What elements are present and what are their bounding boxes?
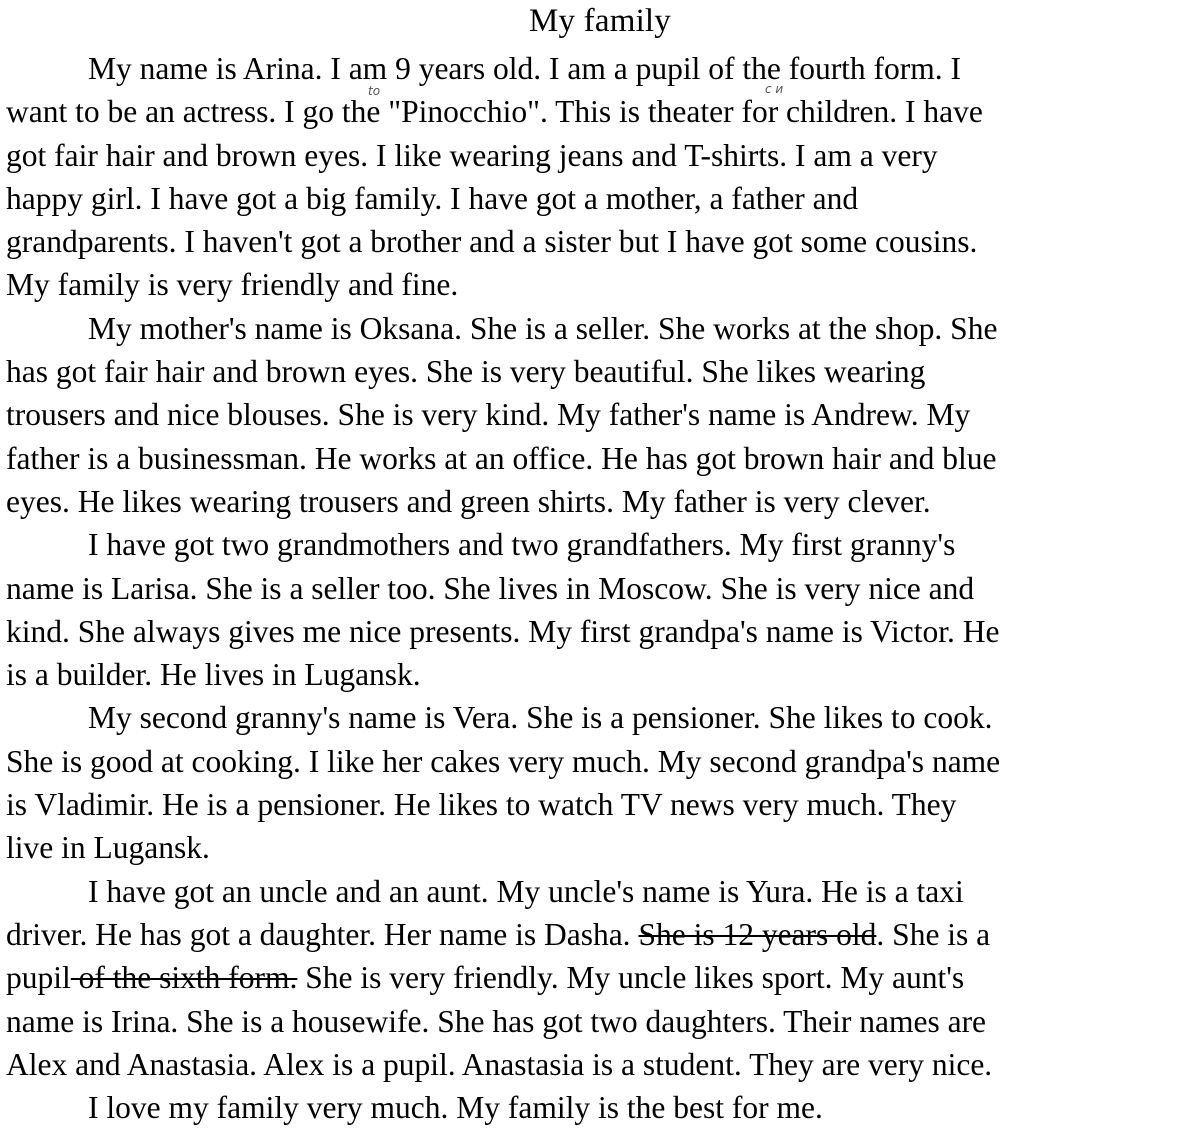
text-line: My mother's name is Oksana. She is a seller. She works at the shop. She [88,310,998,346]
paragraph-intro [6,47,1194,307]
text-line: eyes. He likes wearing trousers and green shirts. My father is very clever. [6,483,931,519]
text-segment: driver. He has got a daughter. Her name is Dasha. [6,916,639,952]
text-line: My second granny's name is Vera. She is a pensioner. She likes to cook. [88,700,993,736]
handwritten-note-theater: c и [765,82,784,96]
text-line: is Vladimir. He is a pensioner. He likes to watch TV news very much. They [6,787,957,823]
text-line: live in Lugansk. [6,830,210,866]
document-body [6,47,1194,1129]
paragraph-second-grandparents [6,696,1194,869]
text-segment: . She is a [876,916,991,952]
text-line: name is Irina. She is a housewife. She has got two daughters. Their names are [6,1003,987,1039]
text-line: want to be an actress. I go the "Pinocchio". This is theater for children. I have [6,94,983,130]
text-segment: pupil [6,960,71,996]
struck-text: She is 12 years old [638,916,877,952]
text-line: kind. She always gives me nice presents. My first grandpa's name is Victor. He [6,613,1000,649]
struck-text: of the sixth form. [70,960,298,996]
text-segment: She is very friendly. My uncle likes sport. My aunt's [297,960,965,996]
paragraph-uncle-aunt [6,870,1194,1086]
text-line: Alex and Anastasia. Alex is a pupil. Anastasia is a student. They are very nice. [6,1046,993,1082]
text-line: She is good at cooking. I like her cakes very much. My second grandpa's name [6,743,1001,779]
text-line: My name is Arina. I am 9 years old. I am a pupil of the fourth form. I [88,51,962,86]
handwritten-insert-to: to [368,84,381,98]
text-line: I love my family very much. My family is the best for me. [88,1090,823,1126]
text-line: trousers and nice blouses. She is very kind. My father's name is Andrew. My [6,397,971,433]
text-line-with-strike [6,913,1194,956]
text-line: I have got two grandmothers and two grandfathers. My first granny's [88,527,956,563]
text-line: name is Larisa. She is a seller too. She lives in Moscow. She is very nice and [6,570,975,606]
paragraph-closing [6,1086,1194,1129]
text-line: father is a businessman. He works at an office. He has got brown hair and blue [6,440,997,476]
paragraph-parents [6,307,1194,523]
text-line: I have got an uncle and an aunt. My uncle's name is Yura. He is a taxi [88,873,964,909]
document-title: My family [528,3,672,39]
text-line: happy girl. I have got a big family. I have got a mother, a father and [6,180,859,216]
text-line-with-strike [6,956,1194,999]
text-line: got fair hair and brown eyes. I like wearing jeans and T-shirts. I am a very [6,137,938,173]
text-line: grandparents. I haven't got a brother and a sister but I have got some cousins. [6,224,978,260]
paragraph-grandparents [6,523,1194,696]
text-line: My family is very friendly and fine. [6,267,459,303]
text-line: is a builder. He lives in Lugansk. [6,657,421,693]
text-line: has got fair hair and brown eyes. She is very beautiful. She likes wearing [6,354,926,390]
